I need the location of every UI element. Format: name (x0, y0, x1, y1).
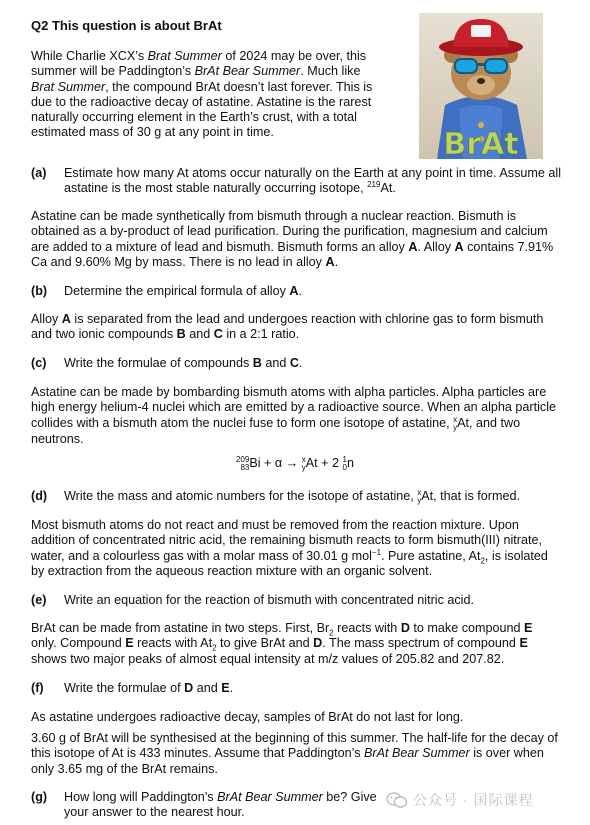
part-label: (d) (31, 489, 48, 503)
part-label: (e) (31, 593, 47, 607)
isotope-notation: 209 83 (235, 455, 250, 472)
part-e-text: Write an equation for the reaction of bismuth with concentrated nitric acid. (64, 593, 474, 607)
intro-paragraph: While Charlie XCX’s Brat Summer of 2024 may be over, this summer will be Paddington’s BrAt Bear Summer. Much like Brat Summer, the compound BrAt doesn’t last forever. This is due to the radioactive decay of astatine. Astatine is the rarest naturally occurring element in the Earth’s crust, with a total estimated mass of 30 g at any point in time. (31, 49, 373, 140)
part-b-text: Determine the empirical formula of alloy A. (64, 284, 302, 298)
part-a (31, 166, 566, 197)
isotope-notation: x y (417, 488, 422, 505)
part-d (31, 489, 566, 505)
chlorine-paragraph: Alloy A is separated from the lead and undergoes reaction with chlorine gas to form bismuth and two ionic compounds B and C in a 2:1 ratio. (31, 312, 544, 342)
isotope-notation: x y (453, 414, 458, 432)
part-f-text: Write the formulae of D and E. (64, 681, 234, 695)
wechat-icon (386, 791, 408, 809)
part-f (31, 681, 566, 696)
part-label: (f) (31, 681, 44, 695)
steps-paragraph: BrAt can be made from astatine in two steps. First, $Br_2$ reacts with D to make compound E only. Compound E reacts with $At_2$ to give BrAt and D. The mass spectrum of compound E shows two major peaks of almost equal intensity at m/z values of 205.82 and 207.82. (31, 621, 533, 666)
watermark (386, 788, 586, 812)
isotope-notation: 1 0 (342, 455, 347, 472)
nuclear-equation: 209 83 Bi + α → x y At + 2 1 0 n (235, 455, 355, 472)
part-label: (b) (31, 284, 48, 298)
watermark-text: 公众号 · 国际课程 (413, 792, 534, 808)
alpha-paragraph: Astatine can be made by bombarding bismuth atoms with alpha particles. Alpha particles are high energy helium-4 nuclei which are emitted by a radioactive source. When an alpha particle collides with a bismuth atom the nuclei fuse to form one isotope of astatine, x y At, and two neutrons. (31, 385, 557, 446)
part-b (31, 284, 566, 299)
paddington-photo (419, 13, 543, 159)
part-c (31, 356, 566, 371)
photo-caption: BrAt (443, 127, 519, 159)
bismuth-paragraph: Astatine can be made synthetically from bismuth through a nuclear reaction. Bismuth is obtained as a by-product of lead purification. During the purification, magnesium and calcium are added to a mixture of lead and bismuth. Bismuth forms an alloy A. Alloy A contains 7.91% Ca and 9.60% Mg by mass. There is no lead in alloy A. (31, 209, 554, 269)
halflife-paragraph: 3.60 g of BrAt will be synthesised at the beginning of this summer. The half-life for the decay of this isotope of At is 433 minutes. Assume that Paddington’s BrAt Bear Summer is over when only 3.65 mg of the BrAt remains. (31, 731, 558, 776)
decay-paragraph: As astatine undergoes radioactive decay, samples of BrAt do not last for long. (31, 710, 464, 724)
question-title: Q2 This question is about BrAt (31, 18, 222, 33)
part-c-text: Write the formulae of compounds B and C. (64, 356, 303, 370)
part-e (31, 593, 566, 608)
nitric-paragraph: Most bismuth atoms do not react and must be removed from the reaction mixture. Upon addition of concentrated nitric acid, the remaining bismuth reacts to form bismuth(III) nitrate, water, and a colourless gas with a molar mass of 30.01 g mol$^{-1}$. Pure astatine, $At_2$, is isolated by extraction from the aqueous reaction mixture with an organic solvent. (31, 518, 548, 578)
part-label: (c) (31, 356, 47, 370)
isotope-notation: x y (301, 455, 306, 472)
part-g-text: How long will Paddington’s BrAt Bear Summer be? Give your answer to the nearest hour. (64, 790, 377, 820)
part-label: (g) (31, 790, 48, 804)
part-a-text: Estimate how many At atoms occur naturally on the Earth at any point in time. Assume all astatine is the most stable naturally occurring isotope, $^{219}$At. (64, 166, 561, 196)
part-label: (a) (31, 166, 47, 180)
part-d-text: Write the mass and atomic numbers for the isotope of astatine, x y At, that is formed. (64, 488, 520, 505)
